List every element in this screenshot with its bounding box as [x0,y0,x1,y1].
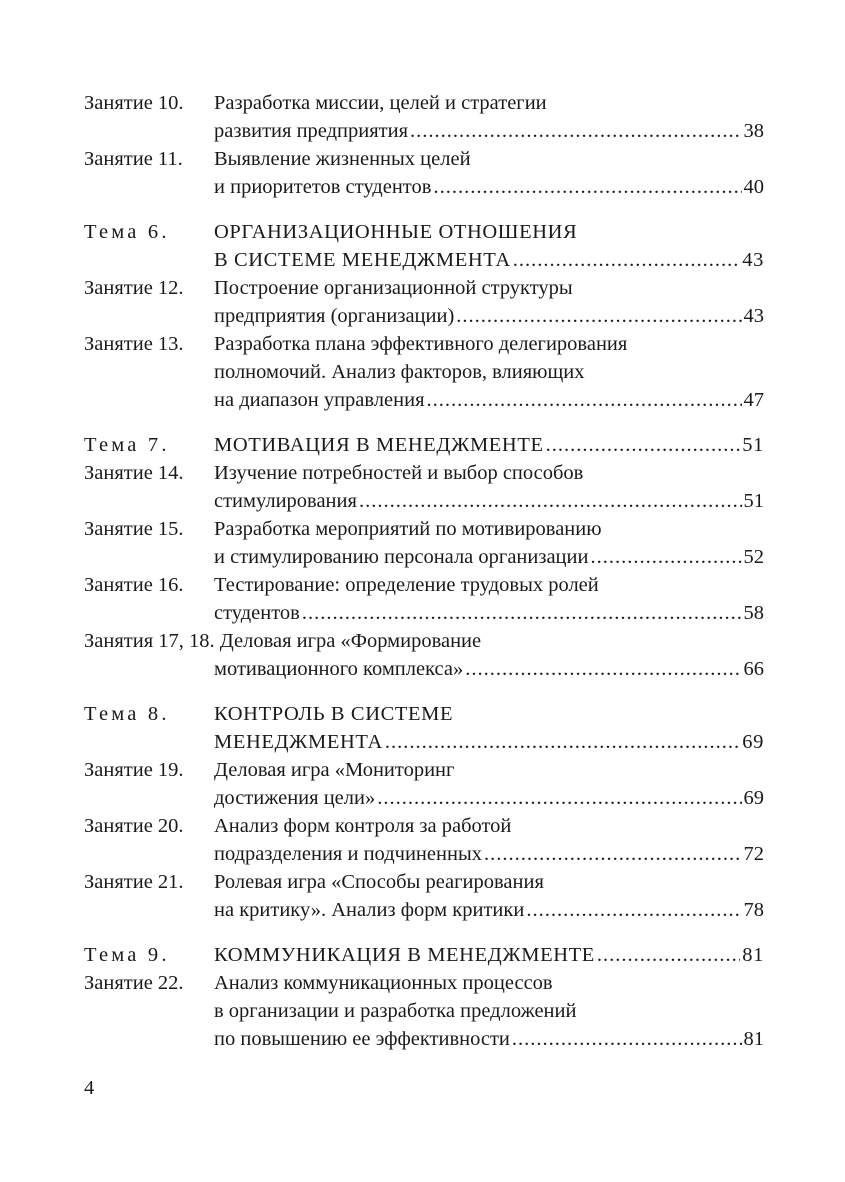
toc-entry-lesson-20 [84,812,764,868]
toc-entry-label: Занятие 12. [84,277,184,299]
toc-entry-title: подразделения и подчиненных [214,843,482,865]
dot-leader [377,784,741,812]
dot-leader [512,1025,742,1053]
toc-entry-title: предприятия (организации) [214,305,455,327]
toc-entry-title: Тестирование: определение трудовых ролей [214,574,599,596]
toc-entry-title: Разработка мероприятий по мотивированию [214,518,602,540]
toc-entry-title: КОММУНИКАЦИЯ В МЕНЕДЖМЕНТЕ [214,944,595,966]
toc-entry-title: Анализ коммуникационных процессов [214,972,553,994]
toc-entry-label: Тема 7. [84,434,170,456]
toc-entry-label: Занятие 14. [84,462,184,484]
toc-entry-page: 51 [742,434,764,456]
toc-entry-title: мотивационного комплекса» [214,658,464,680]
page-number: 4 [84,1077,95,1099]
toc-entry-title: и стимулированию персонала организации [214,546,589,568]
toc-entry-theme-7 [84,431,764,459]
toc-entry-page: 51 [743,490,764,512]
dot-leader [359,487,742,515]
toc-entry-title: и приоритетов студентов [214,176,432,198]
toc-entry-theme-6 [84,218,764,274]
toc-entry-page: 58 [743,602,764,624]
toc-entry-page: 69 [743,787,764,809]
dot-leader [546,431,741,459]
toc-entry-title: КОНТРОЛЬ В СИСТЕМЕ [214,703,454,725]
toc-entry-title: достижения цели» [214,787,376,809]
toc-entry-lessons-17-18 [84,627,764,683]
toc-entry-page: 43 [743,305,764,327]
toc-entry-title: Разработка миссии, целей и стратегии [214,92,547,114]
toc-entry-lesson-12 [84,274,764,330]
toc-entry-lesson-22 [84,969,764,1053]
toc-entry-title: Выявление жизненных целей [214,148,471,170]
toc-entry-label: Занятие 21. [84,871,184,893]
toc-entry-page: 81 [742,944,764,966]
dot-leader [484,840,742,868]
table-of-contents [84,89,764,1053]
toc-entry-label: Занятие 16. [84,574,184,596]
toc-entry-page: 47 [743,389,764,411]
toc-entry-page: 52 [743,546,764,568]
toc-entry-label: Занятие 11. [84,148,183,170]
toc-entry-title: на критику». Анализ форм критики [214,899,525,921]
toc-entry-title: Изучение потребностей и выбор способов [214,462,584,484]
dot-leader [513,246,741,274]
toc-entry-lesson-19 [84,756,764,812]
toc-entry-page: 81 [743,1028,764,1050]
toc-entry-page: 69 [742,731,764,753]
toc-entry-lesson-21 [84,868,764,924]
dot-leader [427,386,742,414]
toc-entry-title: Деловая игра «Формирование [219,630,482,652]
toc-entry-label: Занятие 13. [84,333,184,355]
toc-entry-title: МОТИВАЦИЯ В МЕНЕДЖМЕНТЕ [214,434,544,456]
dot-leader [597,941,740,969]
toc-entry-page: 43 [742,249,764,271]
toc-entry-title: по повышению ее эффективности [214,1028,510,1050]
toc-entry-title: в организации и разработка предложений [214,1000,577,1022]
toc-entry-label: Занятия 17, 18. [84,630,215,652]
toc-entry-theme-8 [84,700,764,756]
toc-entry-title: полномочий. Анализ факторов, влияющих [214,361,585,383]
toc-entry-label: Тема 6. [84,221,170,243]
dot-leader [433,173,741,201]
toc-entry-title: ОРГАНИЗАЦИОННЫЕ ОТНОШЕНИЯ [214,221,578,243]
toc-entry-page: 40 [743,176,764,198]
toc-entry-theme-9 [84,941,764,969]
dot-leader [465,655,741,683]
toc-entry-page: 78 [743,899,764,921]
toc-entry-lesson-14 [84,459,764,515]
dot-leader [410,117,741,145]
dot-leader [590,543,741,571]
toc-entry-title: стимулирования [214,490,357,512]
toc-entry-title: студентов [214,602,300,624]
toc-entry-lesson-13 [84,330,764,414]
dot-leader [456,302,741,330]
toc-entry-title: МЕНЕДЖМЕНТА [214,731,383,753]
toc-entry-label: Тема 9. [84,944,170,966]
toc-entry-lesson-16 [84,571,764,627]
toc-entry-page: 66 [743,658,764,680]
toc-entry-lesson-10 [84,89,764,145]
toc-entry-label: Занятие 10. [84,92,184,114]
toc-entry-label: Занятие 22. [84,972,184,994]
toc-entry-lesson-11 [84,145,764,201]
toc-entry-label: Занятие 20. [84,815,184,837]
toc-entry-label: Тема 8. [84,703,170,725]
toc-entry-label: Занятие 19. [84,759,184,781]
toc-entry-page: 38 [743,120,764,142]
toc-entry-page: 72 [743,843,764,865]
toc-entry-title: развития предприятия [214,120,409,142]
toc-entry-title: Анализ форм контроля за работой [214,815,512,837]
toc-entry-title: на диапазон управления [214,389,425,411]
dot-leader [526,896,741,924]
toc-entry-title: Ролевая игра «Способы реагирования [214,871,544,893]
toc-entry-lesson-15 [84,515,764,571]
toc-entry-title: Разработка плана эффективного делегирования [214,333,628,355]
toc-entry-title: Построение организационной структуры [214,277,573,299]
toc-entry-title: Деловая игра «Мониторинг [214,759,455,781]
toc-entry-title: В СИСТЕМЕ МЕНЕДЖМЕНТА [214,249,511,271]
toc-entry-label: Занятие 15. [84,518,184,540]
dot-leader [385,728,740,756]
dot-leader [302,599,742,627]
